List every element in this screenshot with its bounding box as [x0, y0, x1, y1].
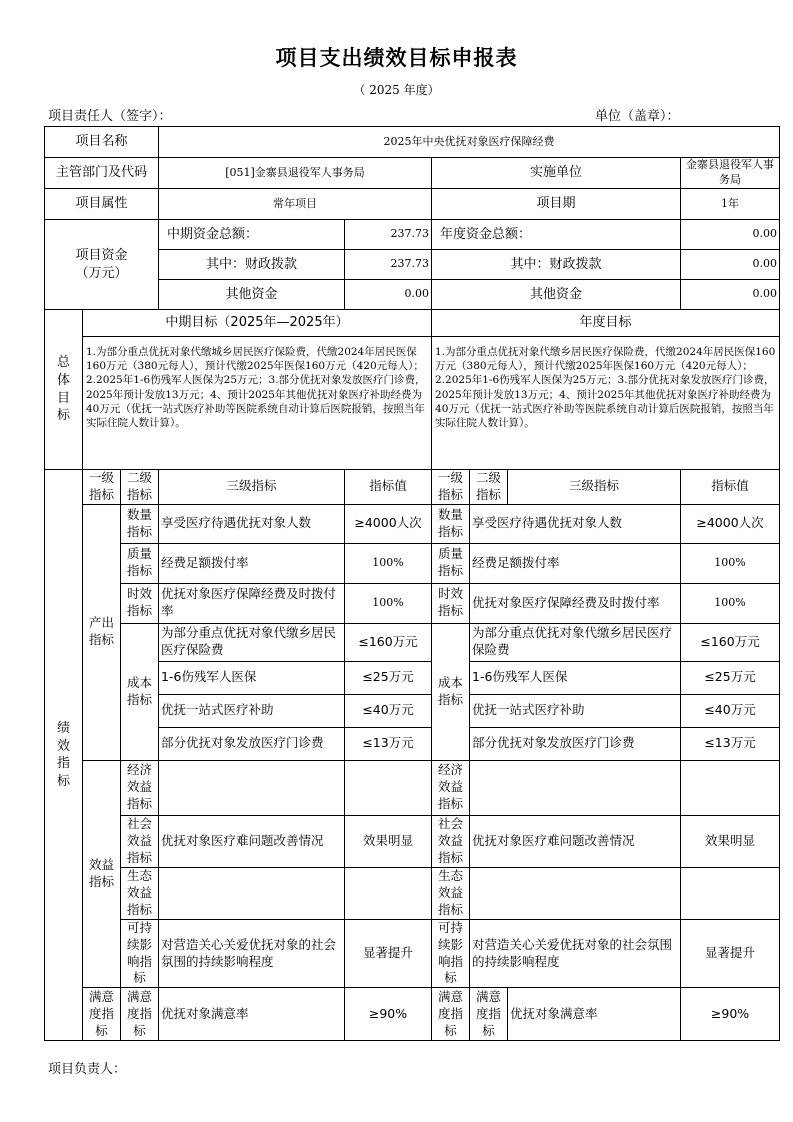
- cost-indicator-3-value-right: ≤40万元: [681, 694, 780, 727]
- satisfaction-indicator-name-right: 优抚对象满意率: [508, 988, 681, 1041]
- cost-indicator-3-name: 优抚一站式医疗补助: [159, 694, 345, 727]
- benefit-indicator-label: 效益指标: [83, 760, 121, 988]
- mid-fiscal-label: 其中：财政拨款: [159, 250, 345, 280]
- social-indicator-value: 效果明显: [345, 815, 432, 867]
- overall-goal-label: 总体目标: [45, 310, 83, 470]
- satisfaction-indicator-name: 优抚对象满意率: [159, 988, 345, 1041]
- sustainable-indicator-name-right: 对营造关心关爱优抚对象的社会氛围的持续影响程度: [470, 919, 681, 988]
- mid-fiscal-value: 237.73: [345, 250, 432, 280]
- dept-value: [051]金寨县退役军人事务局: [159, 158, 432, 189]
- ecological-indicator-value-right: [681, 867, 780, 919]
- annual-total-value: 0.00: [681, 220, 780, 250]
- quantity-indicator-name-right: 享受医疗待遇优抚对象人数: [470, 504, 681, 543]
- form-year: （ 2025 年度）: [353, 83, 440, 97]
- satisfaction-indicator-value-right: ≥90%: [681, 988, 780, 1041]
- cost-indicator-2-value-right: ≤25万元: [681, 661, 780, 694]
- perf-lvl3-header: 三级指标: [159, 470, 345, 505]
- satisfaction-lvl1-label: 满意度指标: [83, 988, 121, 1041]
- ecological-indicator-name-right: [470, 867, 681, 919]
- cost-indicator-2-value: ≤25万元: [345, 661, 432, 694]
- funds-label: [45, 220, 159, 310]
- sustainable-indicator-name: 对营造关心关爱优抚对象的社会氛围的持续影响程度: [159, 919, 345, 988]
- cost-indicator-1-name: 为部分重点优抚对象代缴乡居民医疗保险费: [159, 623, 345, 661]
- cost-indicator-4-value-right: ≤13万元: [681, 727, 780, 760]
- economic-indicator-value: [345, 760, 432, 815]
- cost-indicator-4-name: 部分优抚对象发放医疗门诊费: [159, 727, 345, 760]
- impl-unit-label: 实施单位: [432, 158, 681, 189]
- quality-indicator-name: 经费足额拨付率: [159, 543, 345, 583]
- perf-lvl2-header-right: 二级指标: [470, 470, 508, 505]
- project-attr-value: 常年项目: [159, 189, 432, 220]
- cost-indicator-3-value: ≤40万元: [345, 694, 432, 727]
- quality-indicator-label-right: 质量指标: [432, 543, 470, 583]
- funds-label-line1: 项目资金: [75, 247, 128, 263]
- impl-unit-value: 金寨县退役军人事务局: [681, 158, 780, 189]
- cost-indicator-4-name-right: 部分优抚对象发放医疗门诊费: [470, 727, 681, 760]
- mid-total-value: 237.73: [345, 220, 432, 250]
- cost-indicator-1-value-right: ≤160万元: [681, 623, 780, 661]
- social-indicator-value-right: 效果明显: [681, 815, 780, 867]
- quantity-indicator-value: ≥4000人次: [345, 504, 432, 543]
- satisfaction-lvl1-label-right: 满意度指标: [432, 988, 470, 1041]
- project-leader-label: 项目负责人：: [48, 1062, 127, 1077]
- sustainable-indicator-value: 显著提升: [345, 919, 432, 988]
- project-period-value: 1年: [681, 189, 780, 220]
- perf-indicator-label: 绩效指标: [45, 470, 83, 1041]
- mid-total-label: 中期资金总额：: [159, 220, 345, 250]
- performance-target-table: [44, 126, 780, 1041]
- unit-seal: 单位（盖章）：: [595, 109, 680, 124]
- economic-indicator-label: 经济效益指标: [121, 760, 159, 815]
- annual-other-value: 0.00: [681, 280, 780, 310]
- sustainable-indicator-label: 可持续影响指标: [121, 919, 159, 988]
- project-period-label: 项目期: [432, 189, 681, 220]
- ecological-indicator-name: [159, 867, 345, 919]
- cost-indicator-label: 成本指标: [121, 623, 159, 760]
- mid-other-label: 其他资金: [159, 280, 345, 310]
- economic-indicator-value-right: [681, 760, 780, 815]
- perf-lvl3-header-right: 三级指标: [508, 470, 681, 505]
- mid-goal-text: 1.为部分重点优抚对象代缴城乡居民医疗保险费，代缴2024年居民医保160万元（380元每人），预计代缴2025年医保160万元（420元每人）；2.2025年1-6伤残军人医保为25万元；3.部分优抚对象发放医疗门诊费，2025年预计发放13万元；4、预计2025年其他优抚对象医疗补助经费为40万元（优抚一站式医疗补助等医院系统自动计算后医院报销，按照当年实际住院人数计算）。: [83, 337, 432, 470]
- quality-indicator-value: 100%: [345, 543, 432, 583]
- cost-indicator-label-right: 成本指标: [432, 623, 470, 760]
- project-name-label: 项目名称: [45, 127, 159, 158]
- economic-indicator-name: [159, 760, 345, 815]
- mid-goal-header: 中期目标（2025年—2025年）: [83, 310, 432, 337]
- timeliness-indicator-value: 100%: [345, 583, 432, 623]
- economic-indicator-name-right: [470, 760, 681, 815]
- annual-total-label: 年度资金总额：: [432, 220, 681, 250]
- sustainable-indicator-label-right: 可持续影响指标: [432, 919, 470, 988]
- annual-fiscal-value: 0.00: [681, 250, 780, 280]
- cost-indicator-3-name-right: 优抚一站式医疗补助: [470, 694, 681, 727]
- economic-indicator-label-right: 经济效益指标: [432, 760, 470, 815]
- annual-other-label: 其他资金: [432, 280, 681, 310]
- project-attr-label: 项目属性: [45, 189, 159, 220]
- quantity-indicator-value-right: ≥4000人次: [681, 504, 780, 543]
- perf-value-header: 指标值: [345, 470, 432, 505]
- form-title: 项目支出绩效目标申报表: [275, 46, 518, 70]
- perf-value-header-right: 指标值: [681, 470, 780, 505]
- perf-lvl1-header: 一级指标: [83, 470, 121, 505]
- cost-indicator-1-value: ≤160万元: [345, 623, 432, 661]
- quality-indicator-label: 质量指标: [121, 543, 159, 583]
- mid-other-value: 0.00: [345, 280, 432, 310]
- quantity-indicator-name: 享受医疗待遇优抚对象人数: [159, 504, 345, 543]
- cost-indicator-4-value: ≤13万元: [345, 727, 432, 760]
- ecological-indicator-value: [345, 867, 432, 919]
- timeliness-indicator-label-right: 时效指标: [432, 583, 470, 623]
- perf-lvl2-header: 二级指标: [121, 470, 159, 505]
- timeliness-indicator-name-right: 优抚对象医疗保障经费及时拨付率: [470, 583, 681, 623]
- annual-goal-header: 年度目标: [432, 310, 780, 337]
- satisfaction-lvl2-label-right: 满意度指标: [470, 988, 508, 1041]
- timeliness-indicator-label: 时效指标: [121, 583, 159, 623]
- social-indicator-label-right: 社会效益指标: [432, 815, 470, 867]
- satisfaction-lvl2-label: 满意度指标: [121, 988, 159, 1041]
- perf-lvl1-header-right: 一级指标: [432, 470, 470, 505]
- timeliness-indicator-name: 优抚对象医疗保障经费及时拨付率: [159, 583, 345, 623]
- social-indicator-name-right: 优抚对象医疗难问题改善情况: [470, 815, 681, 867]
- funds-label-line2: （万元）: [75, 265, 128, 281]
- sustainable-indicator-value-right: 显著提升: [681, 919, 780, 988]
- timeliness-indicator-value-right: 100%: [681, 583, 780, 623]
- social-indicator-label: 社会效益指标: [121, 815, 159, 867]
- ecological-indicator-label: 生态效益指标: [121, 867, 159, 919]
- quality-indicator-name-right: 经费足额拨付率: [470, 543, 681, 583]
- cost-indicator-1-name-right: 为部分重点优抚对象代缴乡居民医疗保险费: [470, 623, 681, 661]
- ecological-indicator-label-right: 生态效益指标: [432, 867, 470, 919]
- quantity-indicator-label: 数量指标: [121, 504, 159, 543]
- satisfaction-indicator-value: ≥90%: [345, 988, 432, 1041]
- annual-fiscal-label: 其中：财政拨款: [432, 250, 681, 280]
- quality-indicator-value-right: 100%: [681, 543, 780, 583]
- project-name-value: 2025年中央优抚对象医疗保障经费: [159, 127, 780, 158]
- cost-indicator-2-name-right: 1-6伤残军人医保: [470, 661, 681, 694]
- cost-indicator-2-name: 1-6伤残军人医保: [159, 661, 345, 694]
- responsible-signature: 项目责任人（签字）：: [48, 109, 172, 124]
- dept-label: 主管部门及代码: [45, 158, 159, 189]
- quantity-indicator-label-right: 数量指标: [432, 504, 470, 543]
- annual-goal-text: 1.为部分重点优抚对象代缴乡居民医疗保险费，代缴2024年居民医保160万元（380元每人），预计代缴2025年医保160万元（420元每人）；2.2025年1-6伤残军人医保为25万元；3.部分优抚对象发放医疗门诊费，2025年预计发放13万元；4、预计2025年其他优抚对象医疗补助经费为40万元（优抚一站式医疗补助等医院系统自动计算后医院报销，按照当年实际住院人数计算）。: [432, 337, 780, 470]
- output-indicator-label: 产出指标: [83, 504, 121, 760]
- social-indicator-name: 优抚对象医疗难问题改善情况: [159, 815, 345, 867]
